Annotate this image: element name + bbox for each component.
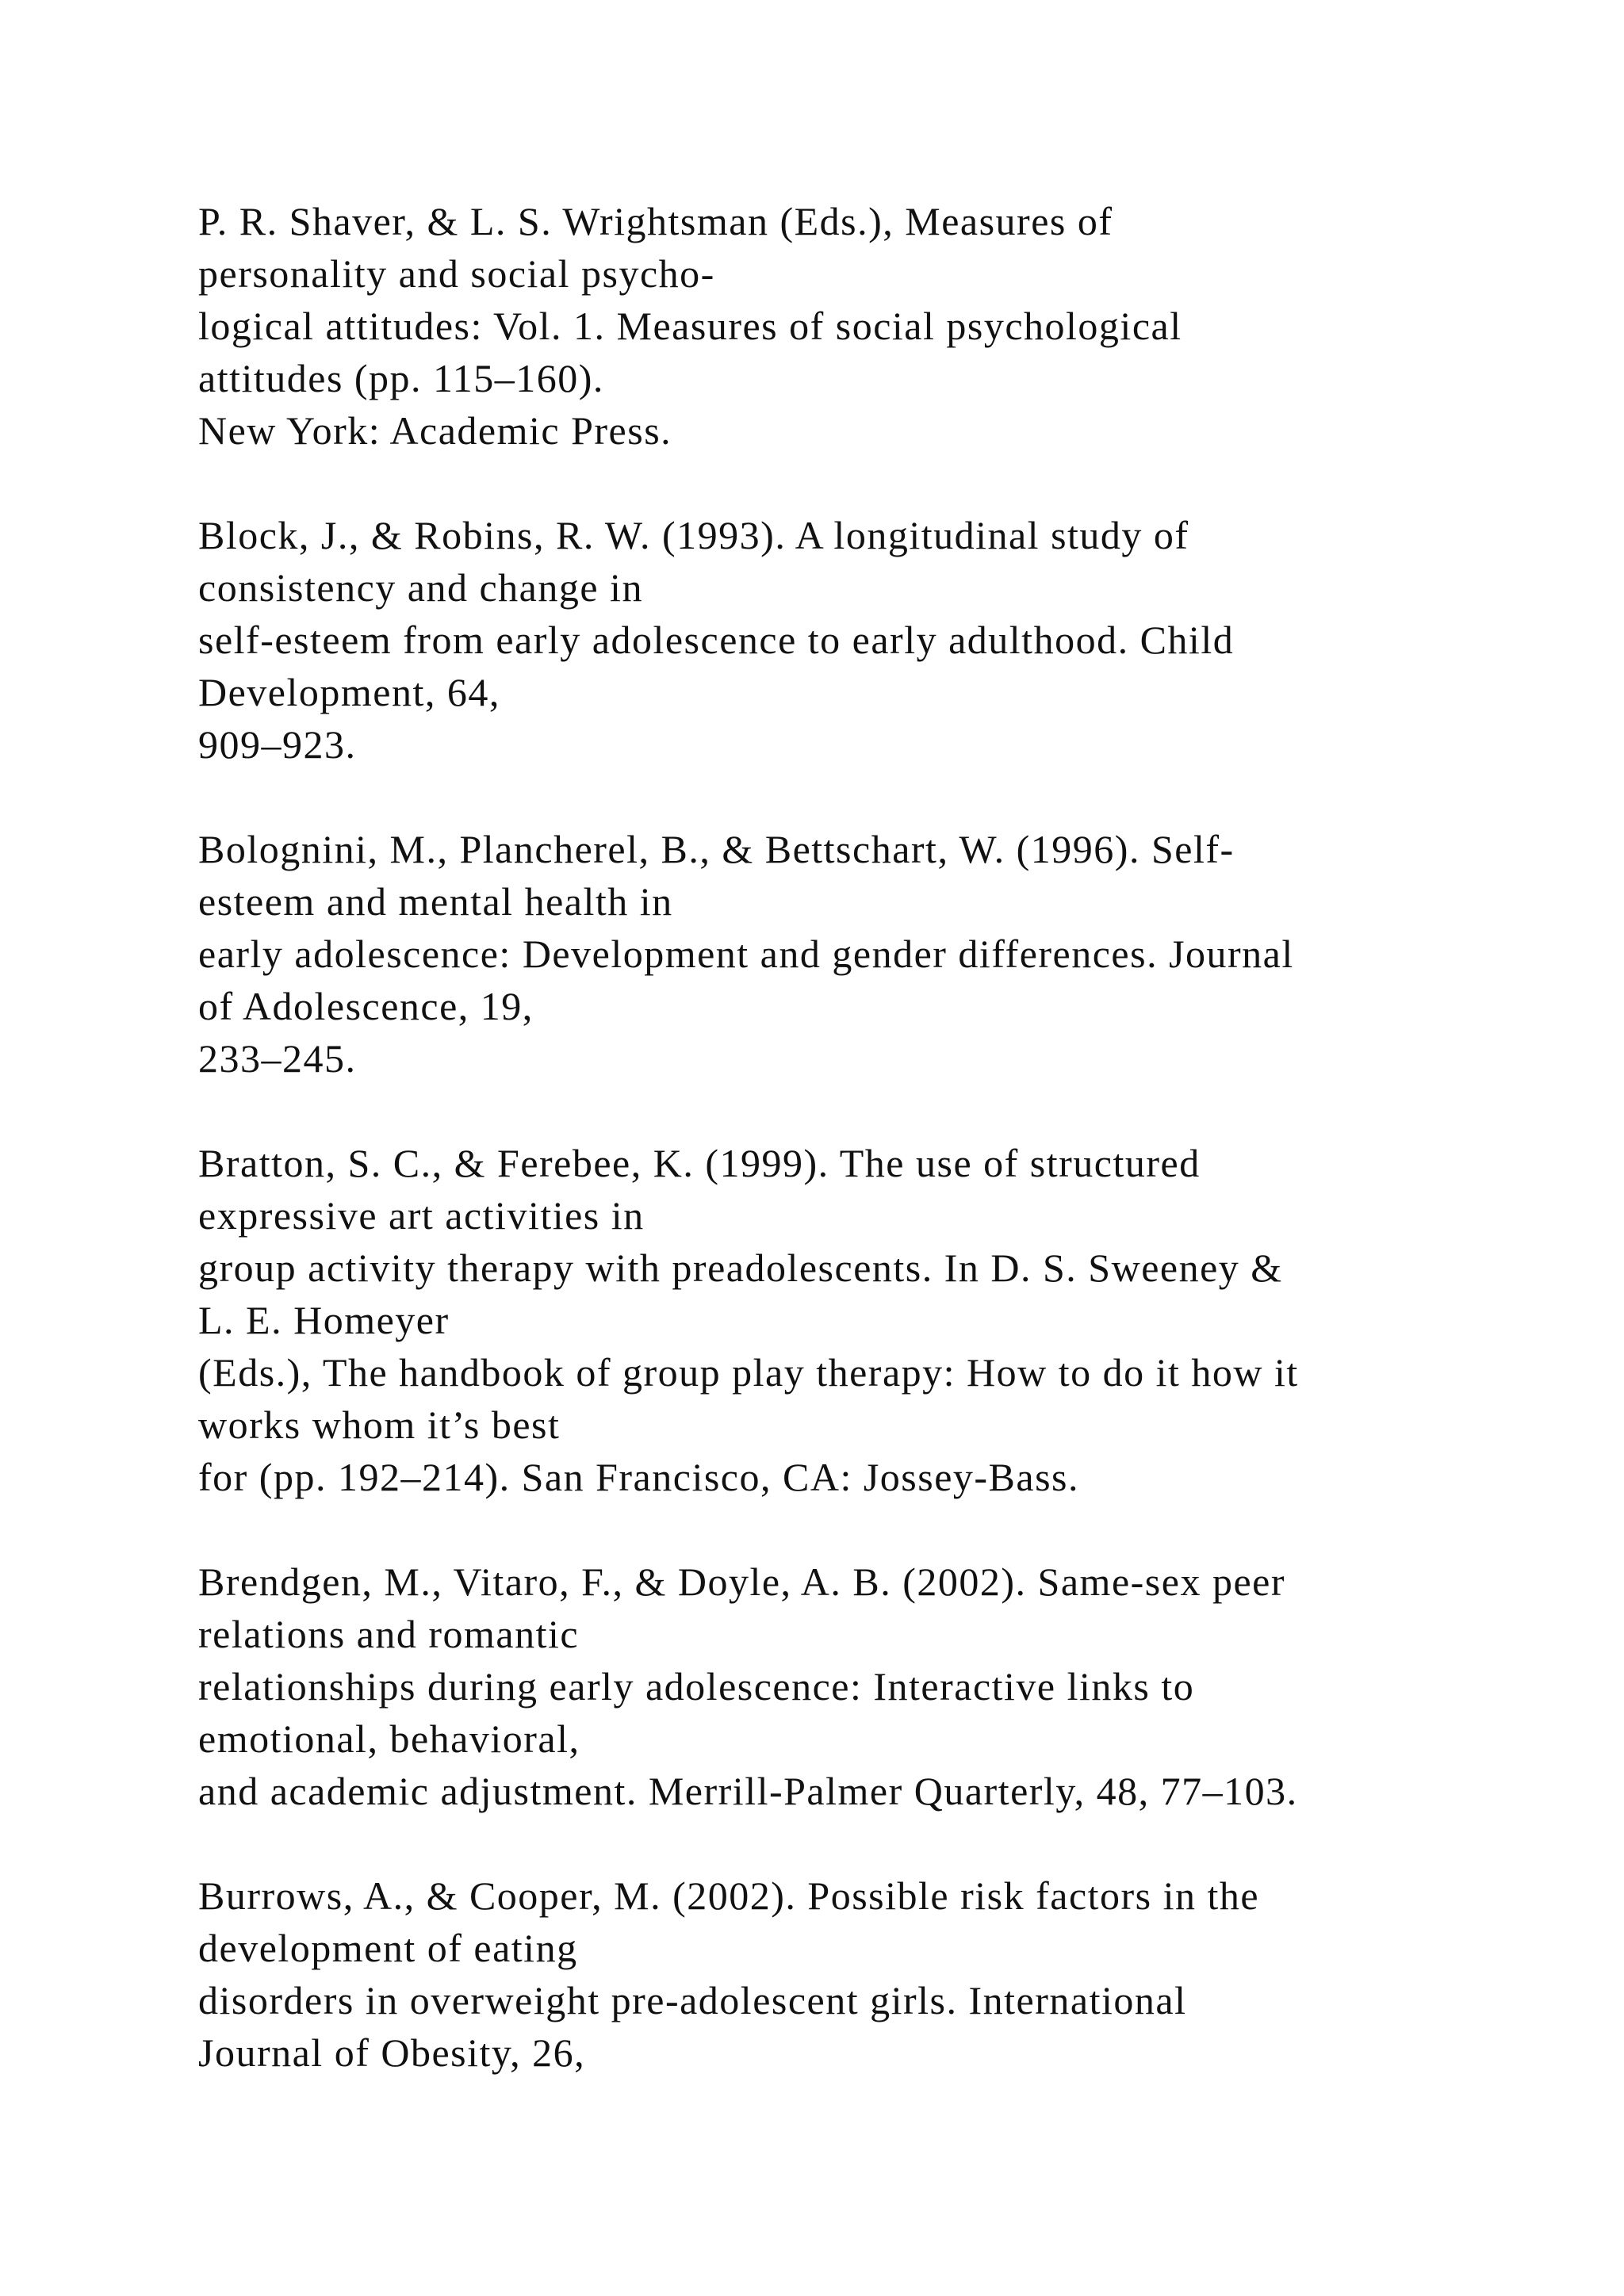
- reference-line: works whom it’s best: [198, 1402, 561, 1447]
- reference-line: L. E. Homeyer: [198, 1298, 450, 1342]
- reference-entry-shaver: [198, 195, 1594, 457]
- reference-line: attitudes (pp. 115–160).: [198, 356, 604, 400]
- reference-line: relations and romantic: [198, 1612, 580, 1656]
- reference-line: of Adolescence, 19,: [198, 984, 534, 1028]
- reference-line: development of eating: [198, 1926, 578, 1970]
- reference-line: and academic adjustment. Merrill-Palmer Quarterly, 48, 77–103.: [198, 1769, 1298, 1813]
- reference-line: disorders in overweight pre-adolescent girls. International: [198, 1978, 1187, 2022]
- reference-entry-burrows: [198, 1869, 1594, 2079]
- reference-line: Block, J., & Robins, R. W. (1993). A longitudinal study of: [198, 513, 1189, 557]
- reference-list: [198, 195, 1594, 2131]
- reference-entry-brendgen: [198, 1556, 1594, 1817]
- reference-line: group activity therapy with preadolescents. In D. S. Sweeney &: [198, 1246, 1283, 1290]
- reference-line: for (pp. 192–214). San Francisco, CA: Jossey-Bass.: [198, 1455, 1080, 1499]
- reference-entry-block: [198, 509, 1594, 771]
- reference-line: personality and social psycho-: [198, 251, 715, 296]
- reference-line: Journal of Obesity, 26,: [198, 2030, 586, 2075]
- reference-line: Burrows, A., & Cooper, M. (2002). Possible risk factors in the: [198, 1873, 1260, 1918]
- reference-entry-bratton: [198, 1137, 1594, 1503]
- reference-line: relationships during early adolescence: Interactive links to: [198, 1664, 1195, 1709]
- reference-line: New York: Academic Press.: [198, 408, 672, 453]
- reference-line: Brendgen, M., Vitaro, F., & Doyle, A. B. (2002). Same-sex peer: [198, 1559, 1285, 1604]
- reference-line: emotional, behavioral,: [198, 1716, 580, 1761]
- reference-line: self-esteem from early adolescence to early adulthood. Child: [198, 618, 1235, 662]
- reference-line: Bratton, S. C., & Ferebee, K. (1999). The use of structured: [198, 1141, 1201, 1185]
- reference-line: 909–923.: [198, 722, 357, 767]
- reference-line: expressive art activities in: [198, 1193, 645, 1238]
- reference-line: Bolognini, M., Plancherel, B., & Bettschart, W. (1996). Self-: [198, 827, 1235, 871]
- reference-line: Development, 64,: [198, 670, 500, 714]
- reference-line: (Eds.), The handbook of group play therapy: How to do it how it: [198, 1350, 1299, 1395]
- reference-line: esteem and mental health in: [198, 879, 673, 924]
- reference-entry-bolognini: [198, 823, 1594, 1085]
- reference-line: logical attitudes: Vol. 1. Measures of social psychological: [198, 304, 1182, 348]
- reference-line: early adolescence: Development and gender differences. Journal: [198, 932, 1294, 976]
- reference-line: consistency and change in: [198, 565, 643, 610]
- reference-line: 233–245.: [198, 1036, 357, 1081]
- reference-line: P. R. Shaver, & L. S. Wrightsman (Eds.), Measures of: [198, 199, 1113, 243]
